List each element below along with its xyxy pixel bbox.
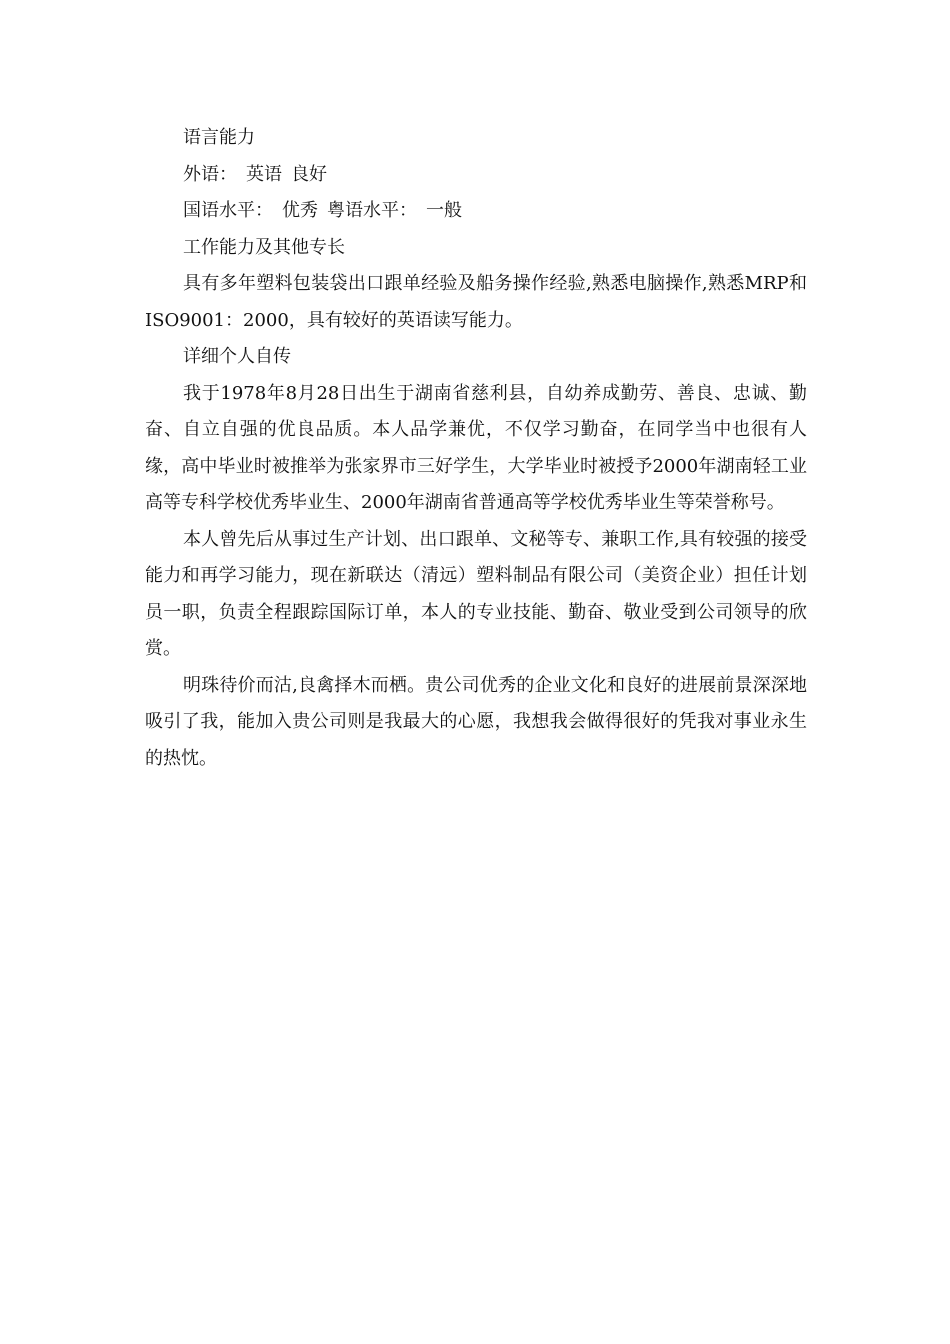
autobiography-paragraph-2: 本人曾先后从事过生产计划、出口跟单、文秘等专、兼职工作,具有较强的接受能力和再学习能力，现在新联达（清远）塑料制品有限公司（美资企业）担任计划员一职，负责全程跟踪国际订单，本人的专业技能、勤奋、敬业受到公司领导的欣赏。 xyxy=(145,528,807,659)
mandarin-level: 优秀 xyxy=(282,200,318,221)
dialect-line xyxy=(145,193,807,230)
mandarin-label: 国语水平： xyxy=(183,200,273,221)
cantonese-level: 一般 xyxy=(426,200,462,221)
cantonese-label: 粤语水平： xyxy=(327,200,417,221)
foreign-language-level: 良好 xyxy=(291,163,327,185)
skills-heading: 工作能力及其他专长 xyxy=(183,236,345,258)
autobiography-paragraph-3: 明珠待价而沽,良禽择木而栖。贵公司优秀的企业文化和良好的进展前景深深地吸引了我，能加入贵公司则是我最大的心愿，我想我会做得很好的凭我对事业永生的热忱。 xyxy=(145,674,807,769)
language-heading: 语言能力 xyxy=(183,127,255,148)
resume-content xyxy=(145,120,807,777)
skills-paragraph: 具有多年塑料包装袋出口跟单经验及船务操作经验,熟悉电脑操作,熟悉MRP和ISO9001：2000，具有较好的英语读写能力。 xyxy=(145,273,807,331)
foreign-language-label: 外语： xyxy=(183,163,237,185)
autobiography-heading: 详细个人自传 xyxy=(183,346,291,367)
foreign-language-line xyxy=(145,157,807,194)
foreign-language-name: 英语 xyxy=(246,163,282,185)
autobiography-paragraph-1: 我于1978年8月28日出生于湖南省慈利县，自幼养成勤劳、善良、忠诚、勤奋、自立自强的优良品质。本人品学兼优，不仅学习勤奋，在同学当中也很有人缘，高中毕业时被推举为张家界市三好学生，大学毕业时被授予2000年湖南轻工业高等专科学校优秀毕业生、2000年湖南省普通高等学校优秀毕业生等荣誉称号。 xyxy=(145,382,807,513)
